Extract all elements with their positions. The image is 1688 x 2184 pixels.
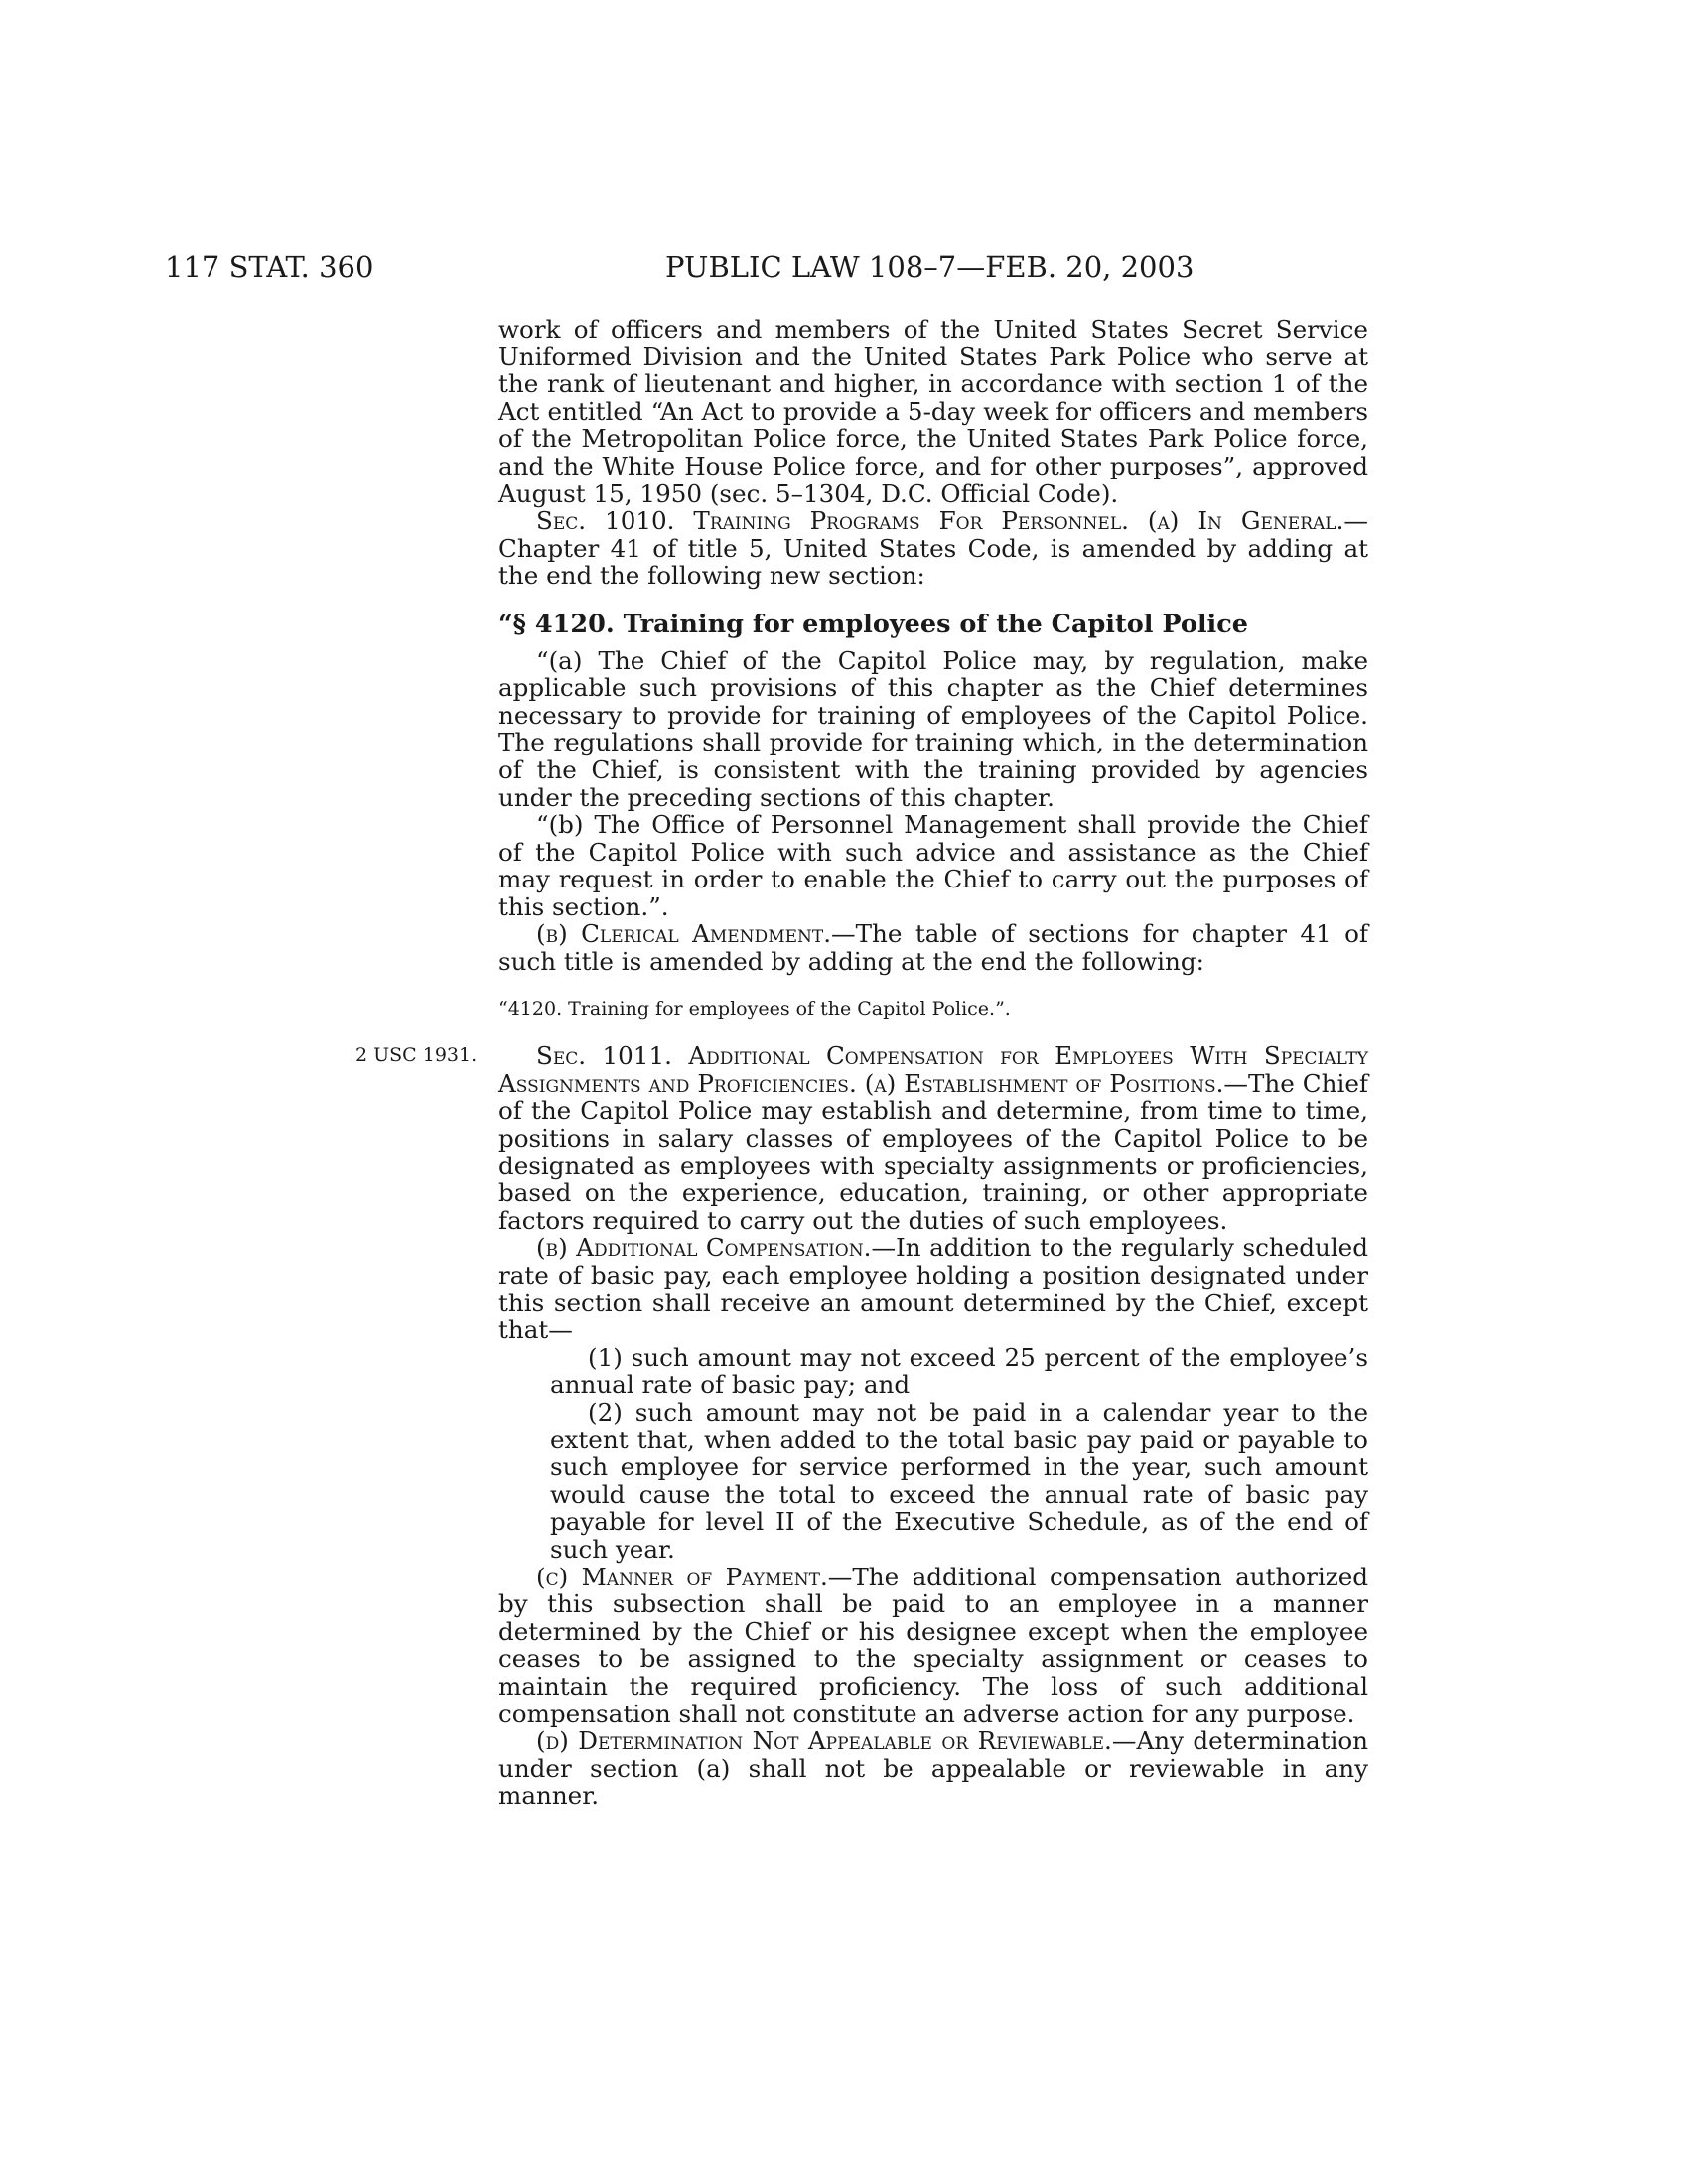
body-text [498,316,1368,1810]
running-head [165,250,1392,290]
paragraph-sec-1010 [498,507,1368,590]
determination-lead: (d) Determination Not Appealable or Reviewable. [536,1726,1112,1756]
margin-note-usc: 2 USC 1931. [355,1044,478,1066]
section-1010-lead: Sec. 1010. Training Programs For Personnel. (a) In General. [536,506,1344,536]
paragraph-4120-b: “(b) The Office of Personnel Management shall provide the Chief of the Capitol Police with such advice and assistance as the Chief may request in order to enable the Chief to carry out the purposes of this section.”. [498,810,1368,921]
manner-of-payment-text: —The additional compensation authorized by this subsection shall be paid to an employee in a manner determined by the Chief or his designee except when the employee ceases to be assigned to the specialty assignment or ceases to maintain the required proficiency. The loss of such additional compensation shall not constitute an adverse action for any purpose. [498,1562,1368,1728]
paragraph-sec-1011 [498,1042,1368,1234]
paragraph-clerical-amendment [498,920,1368,975]
paragraph-item-1: (1) such amount may not exceed 25 percent of the employee’s annual rate of basic pay; and [550,1342,1368,1400]
table-of-sections-entry: “4120. Training for employees of the Capitol Police.”. [498,997,1011,1020]
additional-compensation-lead: (b) Additional Compensation. [536,1233,872,1263]
section-1011-text: —The Chief of the Capitol Police may establish and determine, from time to time, positions in salary classes of employees of the Capitol Police to be designated as employees with specialty assignments or proficiencies, based on the experience, education, training, or other appropriate factors required to carry out the duties of such employees. [498,1068,1368,1235]
public-law-citation: PUBLIC LAW 108–7—FEB. 20, 2003 [665,250,1195,284]
paragraph-item-2: (2) such amount may not be paid in a calendar year to the extent that, when added to the total basic pay paid or payable to such employee for service performed in the year, such amount would cause the total to exceed the annual rate of basic pay payable for level II of the Executive Schedule, as of the end of such year. [550,1397,1368,1564]
section-1011-lead: Sec. 1011. Additional Compensation for Employees With Specialty Assignments and Proficiencies. (a) Establishment of Positions. [498,1041,1368,1098]
section-4120-heading: “§ 4120. Training for employees of the Capitol Police [498,609,1248,639]
clerical-amendment-lead: (b) Clerical Amendment. [536,919,832,949]
paragraph-4120-a: “(a) The Chief of the Capitol Police may, by regulation, make applicable such provisions of this chapter as the Chief determines necessary to provide for training of employees of the Capitol Police. The regulations shall provide for training which, in the determination of the Chief, is consistent with the training provided by agencies under the preceding sections of this chapter. [498,645,1368,812]
clerical-amendment-text: —The table of sections for chapter 41 of such title is amended by adding at the end the following: [498,919,1368,977]
manner-of-payment-lead: (c) Manner of Payment. [536,1562,828,1591]
section-1010-text: —Chapter 41 of title 5, United States Code, is amended by adding at the end the following new section: [498,506,1368,591]
statute-page-number: 117 STAT. 360 [165,250,374,284]
paragraph-continuation: work of officers and members of the United States Secret Service Uniformed Division and the United States Park Police who serve at the rank of lieutenant and higher, in accordance with section 1 of the Act entitled “An Act to provide a 5-day week for officers and members of the Metropolitan Police force, the United States Park Police force, and the White House Police force, and for other purposes”, approved August 15, 1950 (sec. 5–1304, D.C. Official Code). [498,315,1368,508]
paragraph-additional-compensation [498,1234,1368,1343]
paragraph-manner-of-payment [498,1564,1368,1728]
additional-compensation-text: —In addition to the regularly scheduled rate of basic pay, each employee holding a position designated under this section shall receive an amount determined by the Chief, except that— [498,1233,1368,1345]
paragraph-determination [498,1727,1368,1810]
determination-text: —Any determination under section (a) shall not be appealable or reviewable in any manner. [498,1726,1368,1811]
